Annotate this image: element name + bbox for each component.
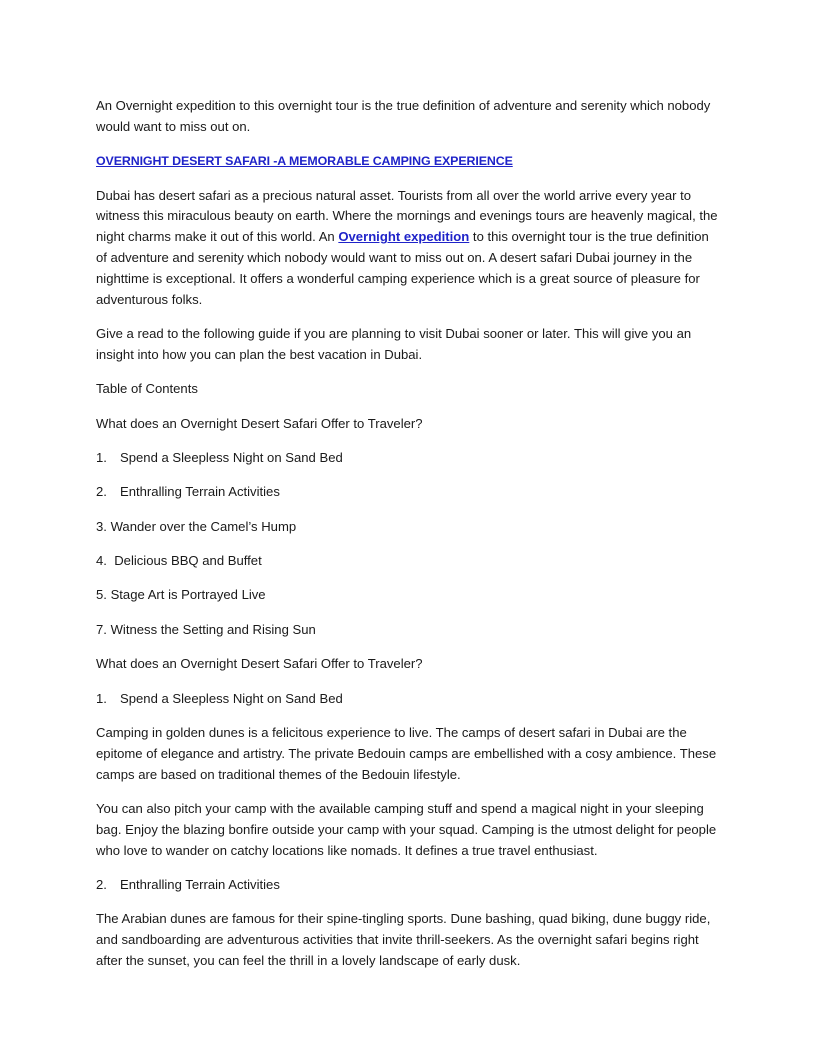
toc-item: [96, 620, 720, 641]
section-title: Enthralling Terrain Activities: [120, 877, 280, 893]
heading-link[interactable]: OVERNIGHT DESERT SAFARI -A MEMORABLE CAMPING EXPERIENCE: [96, 154, 513, 169]
toc-item: [96, 448, 720, 469]
overnight-expedition-link[interactable]: Overnight expedition: [338, 229, 470, 245]
toc-item: [96, 482, 720, 503]
section-heading-2: [96, 875, 720, 896]
section-number: 1.: [96, 690, 107, 706]
toc-item-text: Wander over the Camel’s Hump: [110, 518, 297, 534]
section-heading-1: [96, 689, 720, 710]
toc-item-text: Spend a Sleepless Night on Sand Bed: [120, 449, 343, 465]
paragraph-1-text-b: to this overnight tour is the true definition of adventure and serenity which nobody would want to miss out on. A desert safari Dubai journey in the nighttime is exceptional. It offers a wonderful camping experience which is a great source of pleasure for adventurous folks.: [96, 229, 709, 307]
toc-item-number: 3.: [96, 518, 107, 534]
paragraph-4: You can also pitch your camp with the available camping stuff and spend a magical night in your sleeping bag. Enjoy the blazing bonfire outside your camp with your squad. Camping is the utmost delight for people who love to wander on catchy locations like nomads. It defines a true travel enthusiast.: [96, 801, 717, 858]
paragraph-5: The Arabian dunes are famous for their spine-tingling sports. Dune bashing, quad biking, dune buggy ride, and sandboarding are adventurous activities that invite thrill-seekers. As the overnight safari begins right after the sunset, you can feel the thrill in a lovely landscape of early dusk.: [96, 911, 711, 968]
toc-item-number: 4.: [96, 553, 107, 569]
toc-item-text: Delicious BBQ and Buffet: [114, 553, 262, 569]
toc-item-number: 1.: [96, 449, 107, 465]
toc-item-number: 2.: [96, 484, 107, 500]
heading-paragraph: [96, 151, 720, 172]
toc-item-text: Enthralling Terrain Activities: [120, 484, 280, 500]
paragraph-1: [96, 186, 720, 311]
toc-item: [96, 517, 720, 538]
section-question: What does an Overnight Desert Safari Offer to Traveler?: [96, 656, 423, 672]
intro-paragraph: An Overnight expedition to this overnight tour is the true definition of adventure and serenity which nobody would want to miss out on.: [96, 98, 711, 134]
toc-label: Table of Contents: [96, 381, 198, 397]
section-title: Spend a Sleepless Night on Sand Bed: [120, 690, 343, 706]
paragraph-2: Give a read to the following guide if you are planning to visit Dubai sooner or later. This will give you an insight into how you can plan the best vacation in Dubai.: [96, 325, 692, 362]
toc-item: [96, 551, 720, 572]
toc-item-text: Witness the Setting and Rising Sun: [110, 621, 316, 637]
toc-item-number: 5.: [96, 587, 107, 603]
toc-item: [96, 585, 720, 606]
toc-item-text: Stage Art is Portrayed Live: [110, 587, 266, 603]
toc-item-number: 7.: [96, 621, 107, 637]
paragraph-1-text-a: Dubai has desert safari as a precious natural asset. Tourists from all over the world arrive every year to witness this miraculous beauty on earth. Where the mornings and evenings tours are heavenly magical, the night charms make it out of this world. An: [96, 187, 718, 245]
toc-question: What does an Overnight Desert Safari Offer to Traveler?: [96, 415, 423, 431]
section-number: 2.: [96, 877, 107, 893]
paragraph-3: Camping in golden dunes is a felicitous experience to live. The camps of desert safari in Dubai are the epitome of elegance and artistry. The private Bedouin camps are embellished with a cosy ambience. These camps are based on traditional themes of the Bedouin lifestyle.: [96, 725, 717, 782]
